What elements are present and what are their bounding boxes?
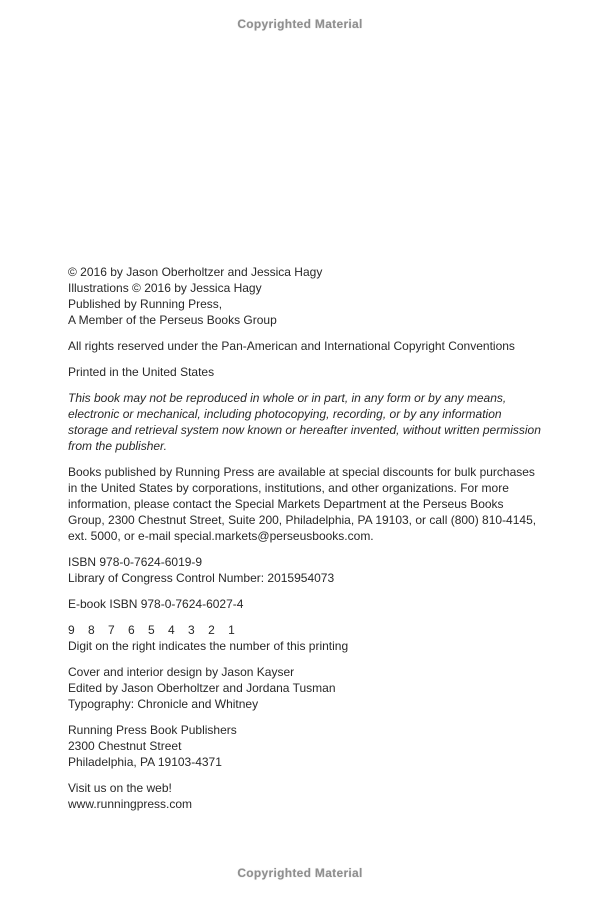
rights-reserved-line: All rights reserved under the Pan-American and International Copyright Conventions	[68, 339, 515, 353]
printing-digits-line: 9 8 7 6 5 4 3 2 1	[68, 623, 235, 637]
illustrations-line: Illustrations © 2016 by Jessica Hagy	[68, 281, 262, 295]
publisher-city-line: Philadelphia, PA 19103-4371	[68, 755, 222, 769]
publisher-street-line: 2300 Chestnut Street	[68, 739, 182, 753]
design-credit-line: Cover and interior design by Jason Kayser	[68, 665, 295, 679]
isbn-line: ISBN 978-0-7624-6019-9	[68, 555, 203, 569]
publisher-address-block	[68, 722, 542, 770]
typography-line: Typography: Chronicle and Whitney	[68, 697, 259, 711]
copyright-watermark-top: Copyrighted Material	[237, 17, 363, 31]
ebook-isbn-line: E-book ISBN 978-0-7624-6027-4	[68, 597, 244, 611]
web-block	[68, 780, 542, 812]
visit-web-line: Visit us on the web!	[68, 781, 172, 795]
isbn-block	[68, 554, 542, 586]
printing-block	[68, 622, 542, 654]
copyright-notice-block	[68, 264, 542, 328]
reproduction-notice: This book may not be reproduced in whole or in part, in any form or by any means, electronic or mechanical, including photocopying, recording, or by any information storage and retrieval system now known or hereafter invented, without written permission from the publisher.	[68, 391, 541, 453]
printing-note-line: Digit on the right indicates the number of this printing	[68, 639, 349, 653]
member-line: A Member of the Perseus Books Group	[68, 313, 277, 327]
credits-block	[68, 664, 542, 712]
publisher-name-line: Running Press Book Publishers	[68, 723, 237, 737]
edited-by-line: Edited by Jason Oberholtzer and Jordana Tusman	[68, 681, 336, 695]
printed-line: Printed in the United States	[68, 365, 215, 379]
special-markets-paragraph: Books published by Running Press are available at special discounts for bulk purchases in the United States by corporations, institutions, and other organizations. For more information, please contact the Special Markets Department at the Perseus Books Group, 2300 Chestnut Street, Suite 200, Philadelphia, PA 19103, or call (800) 810-4145, ext. 5000, or e-mail special.markets@perseusbooks.com.	[68, 465, 537, 543]
website-url-line: www.runningpress.com	[68, 797, 193, 811]
copyright-watermark-bottom: Copyrighted Material	[237, 866, 363, 880]
loc-control-number-line: Library of Congress Control Number: 2015954073	[68, 571, 335, 585]
published-by-line: Published by Running Press,	[68, 297, 223, 311]
copyright-line: © 2016 by Jason Oberholtzer and Jessica Hagy	[68, 265, 323, 279]
copyright-page-content	[68, 264, 542, 812]
